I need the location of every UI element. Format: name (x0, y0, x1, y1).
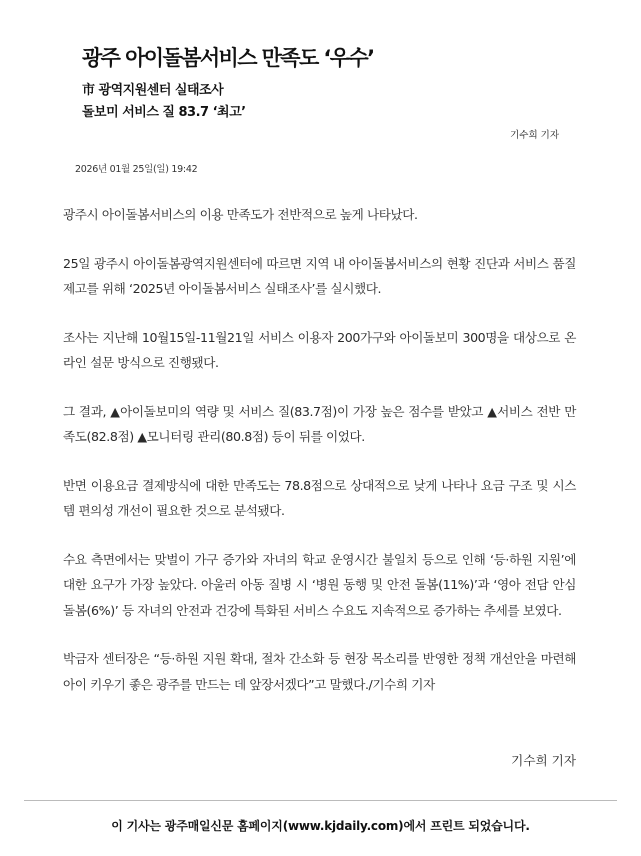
article-paragraph-3: 조사는 지난해 10월15일-11월21일 서비스 이용자 200가구와 아이돌보미 300명을 대상으로 온라인 설문 방식으로 진행됐다. (63, 329, 576, 370)
article-paragraph-1: 광주시 아이돌봄서비스의 이용 만족도가 전반적으로 높게 나타났다. (63, 207, 418, 222)
article-dateline: 2026년 01월 25일(일) 19:42 (75, 164, 198, 175)
article-headline: 광주 아이돌봄서비스 만족도 ‘우수’ (82, 46, 374, 70)
article-paragraph-6: 수요 측면에서는 맞벌이 가구 증가와 자녀의 학교 운영시간 불일치 등으로 인해 ‘등·하원 지원’에 대한 요구가 가장 높았다. 아울러 아동 질병 시 ‘병원 동행 및 안전 돌봄(11%)’과 ‘영아 전담 안심 돌봄(6%)’ 등 자녀의 안전과 건강에 특화된 서비스 수요도 지속적으로 증가하는 추세를 보였다. (63, 551, 576, 618)
article-paragraph-4: 그 결과, ▲아이돌보미의 역량 및 서비스 질(83.7점)이 가장 높은 점수를 받았고 ▲서비스 전반 만족도(82.8점) ▲모니터링 관리(80.8점) 등이 뒤를 이었다. (63, 403, 576, 444)
article-body (63, 202, 576, 720)
article-paragraph-7: 박금자 센터장은 “등·하원 지원 확대, 절차 간소화 등 현장 목소리를 반영한 정책 개선안을 마련해 아이 키우기 좋은 광주를 만드는 데 앞장서겠다”고 말했다./기수희 기자 (63, 651, 576, 692)
article-subhead-1: 市 광역지원센터 실태조사 (82, 83, 224, 98)
footer-divider (24, 800, 617, 801)
print-notice: 이 기사는 광주매일신문 홈페이지(www.kjdaily.com)에서 프린트 되었습니다. (111, 819, 530, 833)
reporter-byline-bottom: 기수희 기자 (511, 753, 576, 768)
article-subhead-2: 돌보미 서비스 질 83.7 ‘최고’ (82, 105, 246, 120)
article-paragraph-5: 반면 이용요금 결제방식에 대한 만족도는 78.8점으로 상대적으로 낮게 나타나 요금 구조 및 시스템 편의성 개선이 필요한 것으로 분석됐다. (63, 477, 576, 518)
reporter-byline-top: 기수희 기자 (510, 130, 559, 141)
article-paragraph-2: 25일 광주시 아이돌봄광역지원센터에 따르면 지역 내 아이돌봄서비스의 현황 진단과 서비스 품질 제고를 위해 ‘2025년 아이돌봄서비스 실태조사’를 실시했다. (63, 255, 576, 296)
